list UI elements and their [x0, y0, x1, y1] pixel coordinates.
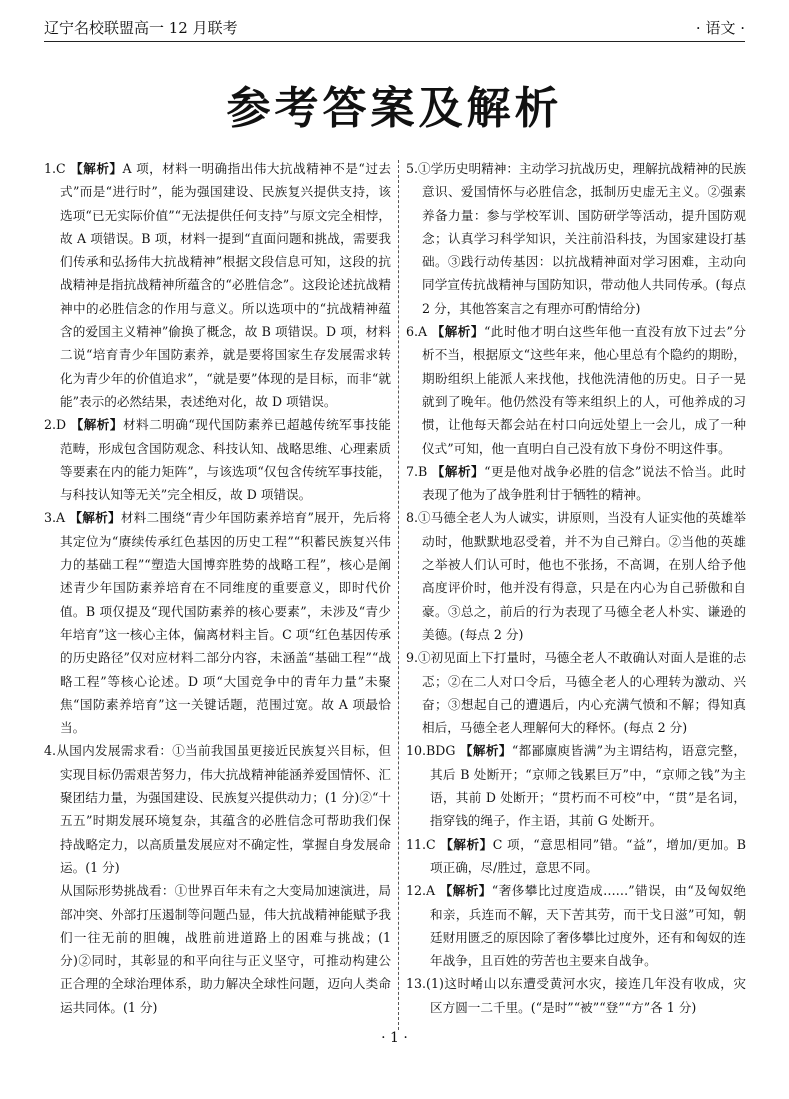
item-number: 4. [44, 743, 57, 759]
analysis-tag: 【解析】 [439, 883, 492, 899]
answer-item-2 [44, 413, 391, 506]
item-number: 1.C [44, 161, 66, 176]
item-number: 12.A [406, 883, 436, 899]
answer-item-6 [406, 320, 746, 460]
answer-item-5 [406, 157, 746, 320]
item-text: “更是他对战争必胜的信念”说法不恰当。此时表现了他为了战争胜利甘于牺牲的精神。 [422, 463, 746, 503]
item-text: 材料二明确“现代国防素养已超越传统军事技能范畴，形成包含国防观念、科技认知、战略思维、心理素质等要素在内的能力矩阵”，与该选项“仅包含传统军事技能，与科技认知等无关”完全相反，故 D 项错误。 [60, 417, 391, 503]
item-text: “此时他才明白这些年他一直没有放下过去”分析不当，根据原文“这些年来，他心里总有个隐约的期盼，期盼组织上能派人来找他，找他洗清他的历史。日子一晃就到了晚年。他仍然没有等来组织上的人，可他养成的习惯，让他每天都会站在村口向远处望上一会儿，成了一种仪式”可知，他一直明白自己没有放下身份不明这件事。 [422, 324, 746, 456]
analysis-tag: 【解析】 [431, 324, 484, 340]
item-text: “都鄙廪庾皆满”为主谓结构，语意完整，其后 B 处断开；“京师之钱累巨万”中，“京师之钱”为主语，其前 D 处断开；“贯朽而不可校”中，“贯”是名词，指穿钱的绳子，作主语，其前 G 处断开。 [430, 743, 746, 829]
item-text: 从国际形势挑战看：①世界百年未有之大变局加速演进，局部冲突、外部打压遏制等问题凸显，伟大抗战精神能赋予我们一往无前的胆魄，战胜前进道路上的困难与挑战；(1 分)②同时，其彰显的和平向往与正义坚守，可推动构建公正合理的全球治理体系，助力解决全球性问题，迈向人类命运共同体。(1 分) [60, 883, 391, 1015]
item-number: 3.A [44, 510, 66, 526]
page-header [44, 12, 745, 38]
page-title: 参考答案及解析 [226, 83, 563, 134]
item-number: 10.BDG [406, 743, 456, 759]
subject-label: · 语文 · [695, 19, 745, 37]
item-text: ①初见面上下打量时，马德全老人不敢确认对面人是谁的忐忑；②在二人对口令后，马德全老人的心理转为激动、兴奋；③想起自己的遭遇后，内心充满气愤和不解；得知真相后，马德全老人理解何大的释怀。(每点 2 分) [418, 650, 746, 736]
answer-item-9 [406, 646, 746, 739]
answer-item-13 [406, 972, 746, 1019]
right-column [406, 157, 746, 1019]
answer-item-1 [44, 157, 391, 413]
answer-item-4 [44, 739, 391, 879]
item-text: 从国内发展需求看：①当前我国虽更接近民族复兴目标，但实现目标仍需艰苦努力，伟大抗战精神能涵养爱国情怀、汇聚团结力量，为强国建设、民族复兴提供动力；(1 分)②“十五五”时期发展环境复杂，其蕴含的必胜信念可帮助我们保持战略定力，以高质量发展应对不确定性，掌握自身发展命运。(1 分) [56, 743, 391, 875]
item-number: 11.C [406, 836, 436, 852]
left-column [44, 157, 391, 1019]
analysis-tag: 【解析】 [440, 836, 493, 852]
analysis-tag: 【解析】 [431, 463, 485, 479]
item-text: A 项，材料一明确指出伟大抗战精神不是“过去式”而是“进行时”，能为强国建设、民族复兴提供支持，该选项“已无实际价值”“无法提供任何支持”与原文完全相悖，故 A 项错误。B 项，材料一提到“直面问题和挑战，需要我们传承和弘扬伟大抗战精神”根据文段信息可知，这段的抗战精神是指抗战精神所蕴含的“必胜信念”。这段论述抗战精神中的必胜信念的作用与意义。所以选项中的“抗战精神蕴含的爱国主义精神”偷换了概念，故 B 项错误。D 项，材料二说“培育青少年国防素养，就是要将国家生存发展需求转化为青少年的价值追求”，“就是要”体现的是目标，而非“就能”表示的必然结果，表述绝对化，故 D 项错误。 [60, 161, 392, 409]
item-text: (1)这时崤山以东遭受黄河水灾，接连几年没有收成，灾区方圆一二千里。(“是时”“被”“登”“方”各 1 分) [426, 976, 746, 1015]
column-divider [398, 160, 399, 1030]
item-text: 材料二围绕“青少年国防素养培育”展开，先后将其定位为“赓续传承红色基因的历史工程”“积蓄民族复兴伟力的基础工程”“塑造大国博弈胜势的战略工程”，核心是阐述青少年国防素养培育在不同维度的重要意义，即时代价值。B 项仅提及“现代国防素养的核心要素”，未涉及“青少年培育”这一核心主体，偏离材料主旨。C 项“红色基因传承的历史路径”仅对应材料二部分内容，未涵盖“基础工程”“战略工程”等核心论述。D 项“大国竞争中的青年力量”未聚焦“国防素养培育”这一关键话题，范围过宽。故 A 项最恰当。 [60, 510, 391, 736]
item-text: ①学历史明精神：主动学习抗战历史，理解抗战精神的民族意识、爱国情怀与必胜信念，抵制历史虚无主义。②强素养备力量：参与学校军训、国防研学等活动，提升国防观念；认真学习科学知识，关注前沿科技，为国家建设打基础。③践行动传基因：以抗战精神面对学习困难，主动向同学宣传抗战精神与国防知识，带动他人共同传承。(每点 2 分，其他答案言之有理亦可酌情给分) [418, 161, 746, 316]
item-text: ①马德全老人为人诚实，讲原则，当没有人证实他的英雄举动时，他默默地忍受着，并不为自己辩白。②当他的英雄之举被人们认可时，他也不张扬，不高调，在别人给予他高度评价时，他并没有得意，只是在内心为自己骄傲和自豪。③总之，前后的行为表现了马德全老人朴实、谦逊的美德。(每点 2 分) [418, 510, 746, 642]
item-number: 13. [406, 976, 427, 992]
answer-item-7 [406, 460, 746, 507]
analysis-tag: 【解析】 [70, 161, 123, 176]
answer-item-11 [406, 833, 746, 880]
header-rule [44, 41, 745, 42]
item-number: 6.A [406, 324, 428, 340]
answer-item-12 [406, 879, 746, 972]
answer-item-8 [406, 506, 746, 646]
analysis-tag: 【解析】 [70, 417, 123, 433]
item-text: C 项，“意思相同”错。“益”，增加/更加。B 项正确，尽/胜过，意思不同。 [430, 836, 747, 875]
item-number: 8. [406, 510, 419, 526]
answer-item-3 [44, 506, 391, 739]
answer-item-4-cont [44, 879, 391, 1019]
item-number: 5. [406, 161, 419, 176]
item-number: 2.D [44, 417, 67, 433]
analysis-tag: 【解析】 [69, 510, 121, 526]
item-number: 9. [406, 650, 419, 666]
exam-title: 辽宁名校联盟高一 12 月联考 [44, 19, 238, 37]
page-number: · 1 · [381, 1030, 408, 1046]
item-number: 7.B [406, 463, 428, 479]
analysis-tag: 【解析】 [459, 743, 512, 759]
item-text: “奢侈攀比过度造成……”错误，由“及匈奴绝和亲，兵连而不解，天下苦其劳，而干戈日滋”可知，朝廷财用匮乏的原因除了奢侈攀比过度外，还有和匈奴的连年战争，且百姓的劳苦也主要来自战争。 [430, 883, 746, 969]
answer-item-10 [406, 739, 746, 832]
